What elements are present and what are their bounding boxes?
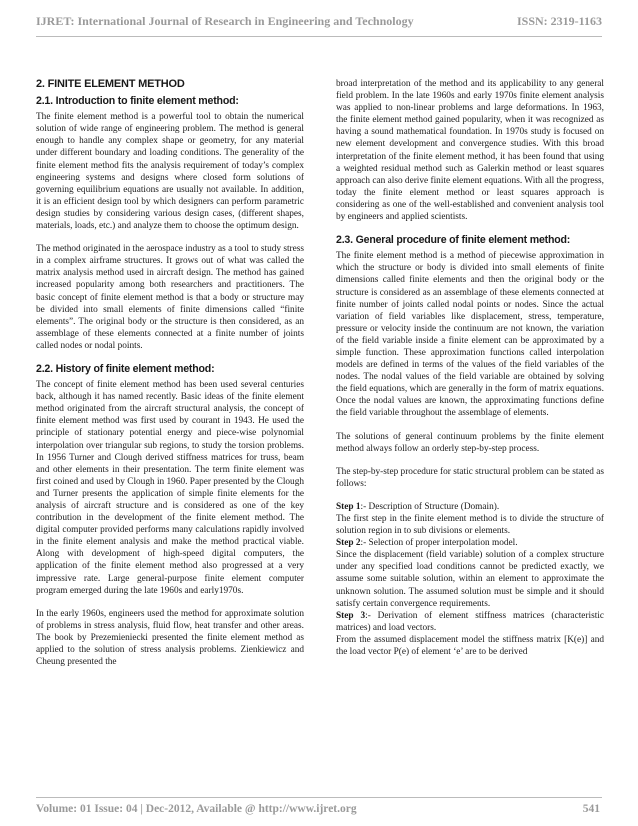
step-3-body: From the assumed displacement model the stiffness matrix [K(e)] and the load vector P(e) of element ‘e’ are to be derived (336, 634, 604, 658)
step-2-title: :- Selection of proper interpolation model. (360, 538, 518, 549)
header-divider (36, 36, 602, 37)
right-column (336, 78, 604, 792)
paragraph: The finite element method is a method of piecewise approximation in which the structure or body is divided into small elements of finite dimensions called finite elements and then the original body or the structure is considered as an assemblage of these elements connected at finite number of joints called nodal points or nodes. Since the actual variation of field variables like displacement, stress, temperature, pressure or velocity inside the continuum are not known, the variation of the field variable inside a finite element can be approximated by a simple function. These approximation functions called interpolation models are defined in terms of the values of the field variables of the nodes. The nodal values of the field variable are obtained by solving the field equations, which are generally in the form of matrix equations. Once the nodal values are known, the approximating functions define the field variable throughout the assemblage of elements. (336, 251, 604, 419)
step-3-label: Step 3 (336, 610, 366, 621)
step-1 (336, 501, 604, 513)
paragraph: The step-by-step procedure for static structural problem can be stated as follows: (336, 466, 604, 489)
paragraph: The method originated in the aerospace industry as a tool to study stress in a complex airframe structures. It grows out of what was called the matrix analysis method used in aircraft design. The method has gained increased popularity among both researchers and practitioners. The basic concept of finite element method is that a body or structure may be divided into small elements of finite dimensions called “finite elements”. The original body or the structure is then considered, as an assemblage of these elements connected at a finite number of joints called nodes or nodal points. (36, 244, 304, 351)
step-3-title: :- Derivation of element stiffness matrices (characteristic matrices) and load vectors. (336, 610, 604, 633)
running-header (36, 14, 602, 32)
step-2-body: Since the displacement (field variable) solution of a complex structure under any specified load conditions cannot be predicted exactly, we assume some suitable solution, within an element to approximate the unknown solution. The assumed solution must be simple and it should satisfy certain convergence requirements. (336, 550, 604, 609)
section-2-heading: 2. FINITE ELEMENT METHOD (36, 78, 185, 90)
running-footer (36, 803, 602, 819)
step-3 (336, 610, 604, 634)
issn: ISSN: 2319-1163 (516, 14, 602, 28)
page-number: 541 (582, 803, 600, 815)
volume-info: Volume: 01 Issue: 04 | Dec-2012, Available @ http://www.ijret.org (36, 803, 357, 815)
step-2-label: Step 2 (336, 538, 361, 549)
section-2-1-heading: 2.1. Introduction to finite element method: (36, 95, 239, 108)
paragraph: The finite element method is a powerful tool to obtain the numerical solution of wide range of engineering problem. The method is general enough to handle any complex shape or geometry, for any material under different boundary and loading conditions. The generality of the finite element method fits the analysis requirement of today’s complex engineering systems and designs where closed form solutions of governing equilibrium equations are usually not available. In addition, it is an efficient design tool by which designers can perform parametric design studies by considering various design cases, (different shapes, materials, loads, etc.) and analyze them to choose the optimum design. (36, 112, 304, 232)
step-1-title: :- Description of Structure (Domain). (360, 501, 500, 512)
paragraph: broad interpretation of the method and its applicability to any general field problem. In the late 1960s and early 1970s finite element analysis was applied to non-linear problems and large deformations. In 1963, the finite element method gained popularity, when it was recognized as having a sound mathematical foundation. In 1970s study is focused on new element development and convergence studies. With this broad interpretation of the finite element method, it has been found that using a weighted residual method such as Galerkin method or least squares approach can also derive finite element equations. With all the progress, today the finite element method or least squares approach is considering as one of the well-established and convenient analysis tool by engineers and applied scientists. (336, 79, 604, 223)
section-2-2-heading: 2.2. History of finite element method: (36, 362, 215, 375)
section-2-3-heading: 2.3. General procedure of finite element method: (336, 234, 571, 247)
step-2 (336, 537, 604, 549)
journal-title: IJRET: International Journal of Research in Engineering and Technology (36, 14, 414, 28)
step-1-body: The first step in the finite element method is to divide the structure of solution region in to sub divisions or elements. (336, 514, 604, 537)
paragraph: The concept of finite element method has been used several centuries back, although it has named recently. Basic ideas of the finite element method originated from the aircraft structural analysis, the concept of finite element method was first used by courant in 1943. He used the principle of stationary potential energy and piece-wise polynomial interpolation over triangular sub regions, to study the torsion problems. In 1956 Turner and Clough derived stiffness matrices for truss, beam and other elements in their presentation. The term finite element was first coined and used by Clough in 1960. Paper presented by the Clough and Turner presents the application of simple finite elements for the analysis of aircraft structure and is considered as one of the key contribution in the development of the finite element method. The digital computer provided performs many calculations rapidly involved in the finite element analysis and make the method practical viable. Along with development of high-speed digital computers, the application of the finite element method also progressed at a very impressive rate. Large general-purpose finite element computer program emerged during the late 1960s and early1970s. (36, 380, 304, 596)
left-column (36, 78, 304, 792)
paragraph: In the early 1960s, engineers used the method for approximate solution of problems in stress analysis, fluid flow, heat transfer and other areas. The book by Prezemieniecki presented the finite element method as applied to the solution of stress analysis problems. Zienkiewicz and Cheung presented the (36, 608, 304, 668)
paragraph: The solutions of general continuum problems by the finite element method always follow an orderly step-by-step process. (336, 431, 604, 454)
step-1-label: Step 1 (336, 501, 361, 512)
footer-divider (36, 797, 602, 798)
